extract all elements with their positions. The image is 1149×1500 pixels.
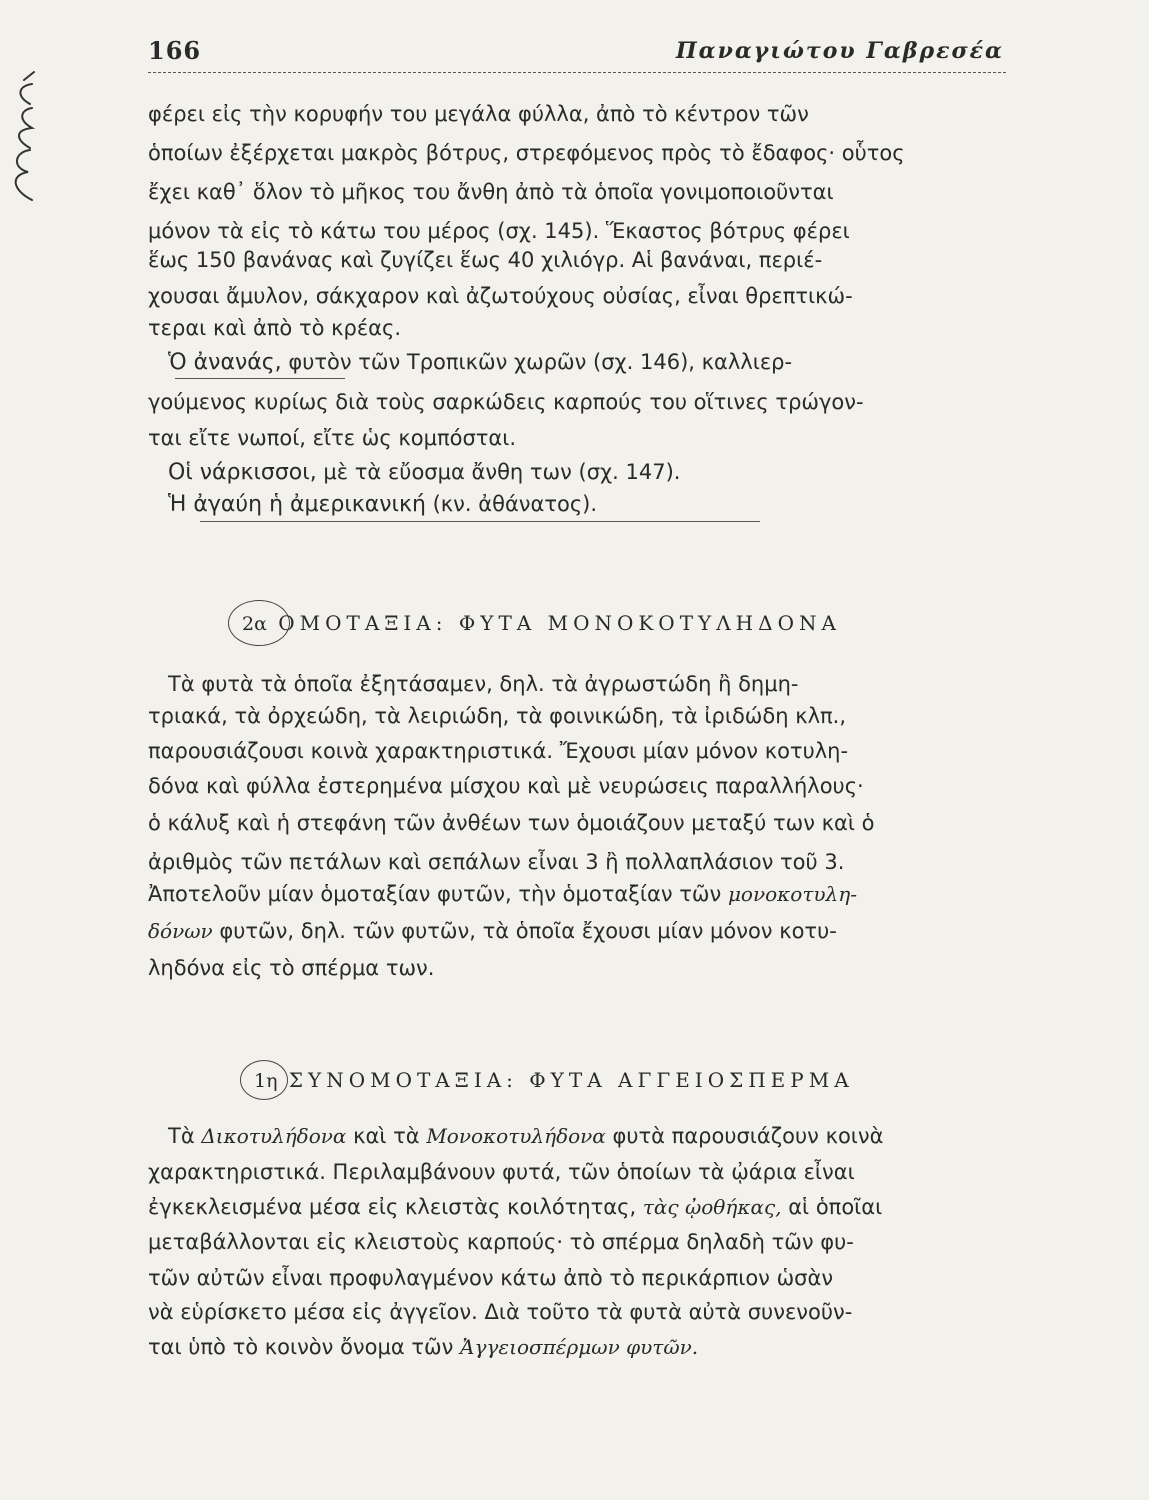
text-line: ληδόνα εἰς τὸ σπέρμα των. <box>148 956 435 980</box>
italic-term: μονοκοτυλη- <box>727 882 857 906</box>
text-line: ἔχει καθ᾽ ὅλον τὸ μῆκος του ἄνθη ἀπὸ τὰ ὁποῖα γονιμοποιοῦνται <box>148 180 834 204</box>
header-rule <box>148 72 1006 73</box>
section-title: ΣΥΝΟΜΟΤΑΞΙΑ: ΦΥΤΑ ΑΓΓΕΙΟΣΠΕΡΜΑ <box>288 1068 854 1092</box>
text-line: μεταβάλλονται εἰς κλειστοὺς καρπούς· τὸ σπέρμα δηλαδὴ τῶν φυ- <box>148 1230 854 1254</box>
text-line <box>148 1197 1008 1218</box>
narkissoi-line <box>168 462 1008 484</box>
text-line: χαρακτηριστικά. Περιλαμβάνουν φυτά, τῶν ὁποίων τὰ ᾠάρια εἶναι <box>148 1160 855 1184</box>
section-ordinal: 2α <box>242 613 267 635</box>
section-heading <box>242 611 841 635</box>
text-run: φυτῶν, δηλ. τῶν φυτῶν, τὰ ὁποῖα ἔχουσι μίαν μόνον κοτυ- <box>219 919 837 943</box>
pencil-underline <box>175 378 345 379</box>
ananas-term: Ὁ ἀνανάς, <box>168 350 282 375</box>
text-run: καὶ τὰ <box>353 1124 420 1148</box>
page-number: 166 <box>148 36 202 65</box>
italic-term: Δικοτυλήδονα <box>201 1124 347 1148</box>
text-line <box>168 1126 1008 1147</box>
agavi-text: (κν. ἀθάνατος). <box>432 492 598 516</box>
text-line: ὁ κάλυξ καὶ ἡ στεφάνη τῶν ἀνθέων των ὁμοιάζουν μεταξύ των καὶ ὁ <box>148 811 875 835</box>
text-line: τεραι καὶ ἀπὸ τὸ κρέας. <box>148 316 402 340</box>
narkissoi-text: μὲ τὰ εὔοσμα ἄνθη των (σχ. 147). <box>323 460 681 484</box>
ananas-line-1 <box>168 352 1008 374</box>
text-line: φέρει εἰς τὴν κορυφήν του μεγάλα φύλλα, ἀπὸ τὸ κέντρον τῶν <box>148 102 809 126</box>
section-title: ΟΜΟΤΑΞΙΑ: ΦΥΤΑ ΜΟΝΟΚΟΤΥΛΗΔΟΝΑ <box>278 611 841 635</box>
text-line: χουσαι ἄμυλον, σάκχαρον καὶ ἀζωτούχους οὐσίας, εἶναι θρεπτικώ- <box>148 284 853 308</box>
ananas-text: φυτὸν τῶν Τροπικῶν χωρῶν (σχ. 146), καλλιερ- <box>288 350 793 374</box>
italic-term: Μονοκοτυλήδονα <box>426 1124 606 1148</box>
text-run: Τὰ <box>168 1124 195 1148</box>
text-line: ται εἴτε νωποί, εἴτε ὡς κομπόσται. <box>148 426 517 450</box>
text-line: μόνον τὰ εἰς τὸ κάτω του μέρος (σχ. 145). Ἕκαστος βότρυς φέρει <box>148 219 850 243</box>
text-run: ἐγκεκλεισμένα μέσα εἰς κλειστὰς κοιλότητας, <box>148 1195 637 1219</box>
agavi-term: Ἡ ἀγαύη ἡ ἀμερικανική <box>168 492 426 517</box>
italic-term: δόνων <box>148 919 213 943</box>
text-run: Ἀποτελοῦν μίαν ὁμοταξίαν φυτῶν, τὴν ὁμοταξίαν τῶν <box>148 882 722 906</box>
handwritten-margin-note <box>2 60 42 210</box>
text-line <box>148 921 1008 942</box>
text-run: ται ὑπὸ τὸ κοινὸν ὄνομα τῶν <box>148 1335 454 1359</box>
text-line: τῶν αὐτῶν εἶναι προφυλαγμένον κάτω ἀπὸ τὸ περικάρπιον ὡσὰν <box>148 1266 834 1290</box>
text-line: ἕως 150 βανάνας καὶ ζυγίζει ἕως 40 χιλιόγρ. Αἱ βανάναι, περιέ- <box>148 248 823 272</box>
italic-term: Ἀγγειοσπέρμων φυτῶν. <box>460 1335 699 1359</box>
agavi-line <box>168 494 1008 516</box>
text-line: τριακά, τὰ ὀρχεώδη, τὰ λειριώδη, τὰ φοινικώδη, τὰ ἰριδώδη κλπ., <box>148 704 847 728</box>
text-line: γούμενος κυρίως διὰ τοὺς σαρκώδεις καρπούς του οἵτινες τρώγον- <box>148 390 864 414</box>
text-line <box>148 1337 1008 1358</box>
text-run: αἱ ὁποῖαι <box>788 1195 883 1219</box>
text-line: νὰ εὑρίσκετο μέσα εἰς ἀγγεῖον. Διὰ τοῦτο τὰ φυτὰ αὐτὰ συνενοῦν- <box>148 1300 853 1324</box>
text-line: ἀριθμὸς τῶν πετάλων καὶ σεπάλων εἶναι 3 ἢ πολλαπλάσιον τοῦ 3. <box>148 850 845 874</box>
text-line: δόνα καὶ φύλλα ἐστερημένα μίσχου καὶ μὲ νευρώσεις παραλλήλους· <box>148 774 864 798</box>
section-heading <box>254 1068 854 1092</box>
section-ordinal: 1η <box>254 1070 278 1092</box>
narkissoi-term: Οἱ νάρκισσοι, <box>168 460 317 485</box>
pencil-underline <box>200 521 760 522</box>
text-line <box>148 884 1008 905</box>
text-run: φυτὰ παρουσιάζουν κοινὰ <box>612 1124 884 1148</box>
text-line: παρουσιάζουσι κοινὰ χαρακτηριστικά. Ἔχουσι μίαν μόνον κοτυλη- <box>148 739 849 763</box>
running-title: Παναγιώτου Γαβρεσέα <box>675 38 1004 64</box>
italic-term: τὰς ᾠοθήκας, <box>642 1195 782 1219</box>
text-line: Τὰ φυτὰ τὰ ὁποῖα ἐξητάσαμεν, δηλ. τὰ ἀγρωστώδη ἢ δημη- <box>168 672 799 696</box>
text-line: ὁποίων ἐξέρχεται μακρὸς βότρυς, στρεφόμενος πρὸς τὸ ἔδαφος· οὗτος <box>148 141 905 165</box>
